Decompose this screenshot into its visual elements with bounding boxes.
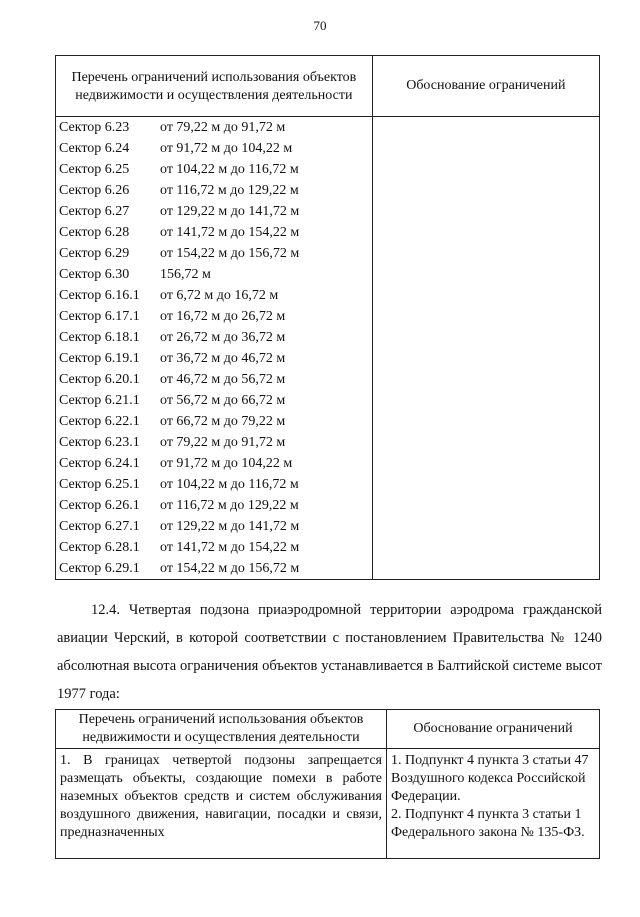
sector-range: от 26,72 м до 36,72 м (160, 330, 286, 345)
sector-range: от 154,22 м до 156,72 м (160, 246, 300, 261)
sector-name: Сектор 6.27.1 (59, 519, 140, 534)
table2-header-justification: Обоснование ограничений (387, 710, 600, 749)
sector-range: от 16,72 м до 26,72 м (160, 309, 286, 324)
sector-name: Сектор 6.30 (59, 267, 130, 282)
sector-row (56, 180, 372, 201)
sector-row (56, 348, 372, 369)
sectors-table (55, 55, 600, 580)
sector-name: Сектор 6.25.1 (59, 477, 140, 492)
sector-row (56, 558, 372, 579)
sector-row (56, 516, 372, 537)
sector-range: от 66,72 м до 79,22 м (160, 414, 286, 429)
paragraph-text: 12.4. Четвертая подзона приаэродромной территории аэродрома гражданской авиации Черский, в которой соответствии с постановлением Правительства № 1240 абсолютная высота ограничения объектов устанавливается в Балтийской системе высот 1977 года: (57, 602, 602, 702)
table1-header-justification: Обоснование ограничений (372, 56, 599, 117)
sector-name: Сектор 6.27 (59, 204, 130, 219)
paragraph-12-4 (57, 596, 602, 708)
justification-item-1: 1. Подпункт 4 пункта 3 статьи 47 Воздушного кодекса Российской Федерации. (391, 753, 589, 804)
sector-name: Сектор 6.21.1 (59, 393, 140, 408)
table2-header-restrictions: Перечень ограничений использования объектов недвижимости и осуществления деятельности (56, 710, 387, 749)
sector-range: от 79,22 м до 91,72 м (160, 435, 286, 450)
table1-header-restrictions: Перечень ограничений использования объектов недвижимости и осуществления деятельности (56, 56, 373, 117)
justification-item-2: 2. Подпункт 4 пункта 3 статьи 1 Федерального закона № 135-ФЗ. (391, 807, 585, 840)
sector-range: от 141,72 м до 154,22 м (160, 540, 300, 555)
sector-range: от 116,72 м до 129,22 м (160, 498, 299, 513)
sector-row (56, 201, 372, 222)
sector-row (56, 138, 372, 159)
sector-range: от 91,72 м до 104,22 м (160, 456, 293, 471)
sector-range: от 129,22 м до 141,72 м (160, 519, 300, 534)
sector-row (56, 369, 372, 390)
sector-name: Сектор 6.22.1 (59, 414, 140, 429)
sector-row (56, 264, 372, 285)
sector-range: от 104,22 м до 116,72 м (160, 162, 299, 177)
sector-row (56, 432, 372, 453)
sector-name: Сектор 6.26.1 (59, 498, 140, 513)
restrictions-table (55, 709, 600, 859)
sector-row (56, 537, 372, 558)
sector-row (56, 285, 372, 306)
sector-row (56, 495, 372, 516)
justification-text (387, 749, 600, 859)
sector-range: от 36,72 м до 46,72 м (160, 351, 286, 366)
sector-row (56, 306, 372, 327)
restriction-text: 1. В границах четвертой подзоны запрещается размещать объекты, создающие помехи в работе наземных объектов средств и систем обслуживания воздушного движения, навигации, посадки и связи, предназначенных (56, 749, 387, 859)
sector-range: от 46,72 м до 56,72 м (160, 372, 286, 387)
sector-row (56, 453, 372, 474)
sector-range: от 56,72 м до 66,72 м (160, 393, 286, 408)
sector-range: от 129,22 м до 141,72 м (160, 204, 300, 219)
sector-name: Сектор 6.25 (59, 162, 130, 177)
sector-row (56, 159, 372, 180)
sector-name: Сектор 6.29 (59, 246, 130, 261)
sector-name: Сектор 6.16.1 (59, 288, 140, 303)
sector-range: от 6,72 м до 16,72 м (160, 288, 279, 303)
sector-range: от 91,72 м до 104,22 м (160, 141, 293, 156)
sector-row (56, 390, 372, 411)
sector-name: Сектор 6.26 (59, 183, 130, 198)
page-number: 70 (313, 18, 327, 33)
sector-name: Сектор 6.17.1 (59, 309, 140, 324)
sector-name: Сектор 6.24 (59, 141, 130, 156)
sector-name: Сектор 6.24.1 (59, 456, 140, 471)
sector-name: Сектор 6.29.1 (59, 561, 140, 576)
sector-name: Сектор 6.28.1 (59, 540, 140, 555)
sector-row (56, 327, 372, 348)
justification-cell (372, 117, 599, 580)
sector-name: Сектор 6.19.1 (59, 351, 140, 366)
sector-list (56, 117, 373, 580)
sector-range: от 79,22 м до 91,72 м (160, 120, 286, 135)
sector-range: от 104,22 м до 116,72 м (160, 477, 299, 492)
sector-row (56, 243, 372, 264)
sector-range: от 116,72 м до 129,22 м (160, 183, 299, 198)
sector-name: Сектор 6.23 (59, 120, 130, 135)
sector-row (56, 474, 372, 495)
sector-name: Сектор 6.23.1 (59, 435, 140, 450)
sector-row (56, 411, 372, 432)
sector-range: от 141,72 м до 154,22 м (160, 225, 300, 240)
sector-name: Сектор 6.18.1 (59, 330, 140, 345)
sector-name: Сектор 6.20.1 (59, 372, 140, 387)
sector-row (56, 222, 372, 243)
sector-row (56, 117, 372, 138)
sector-range: от 154,22 м до 156,72 м (160, 561, 300, 576)
sector-name: Сектор 6.28 (59, 225, 130, 240)
sector-range: 156,72 м (160, 267, 211, 282)
